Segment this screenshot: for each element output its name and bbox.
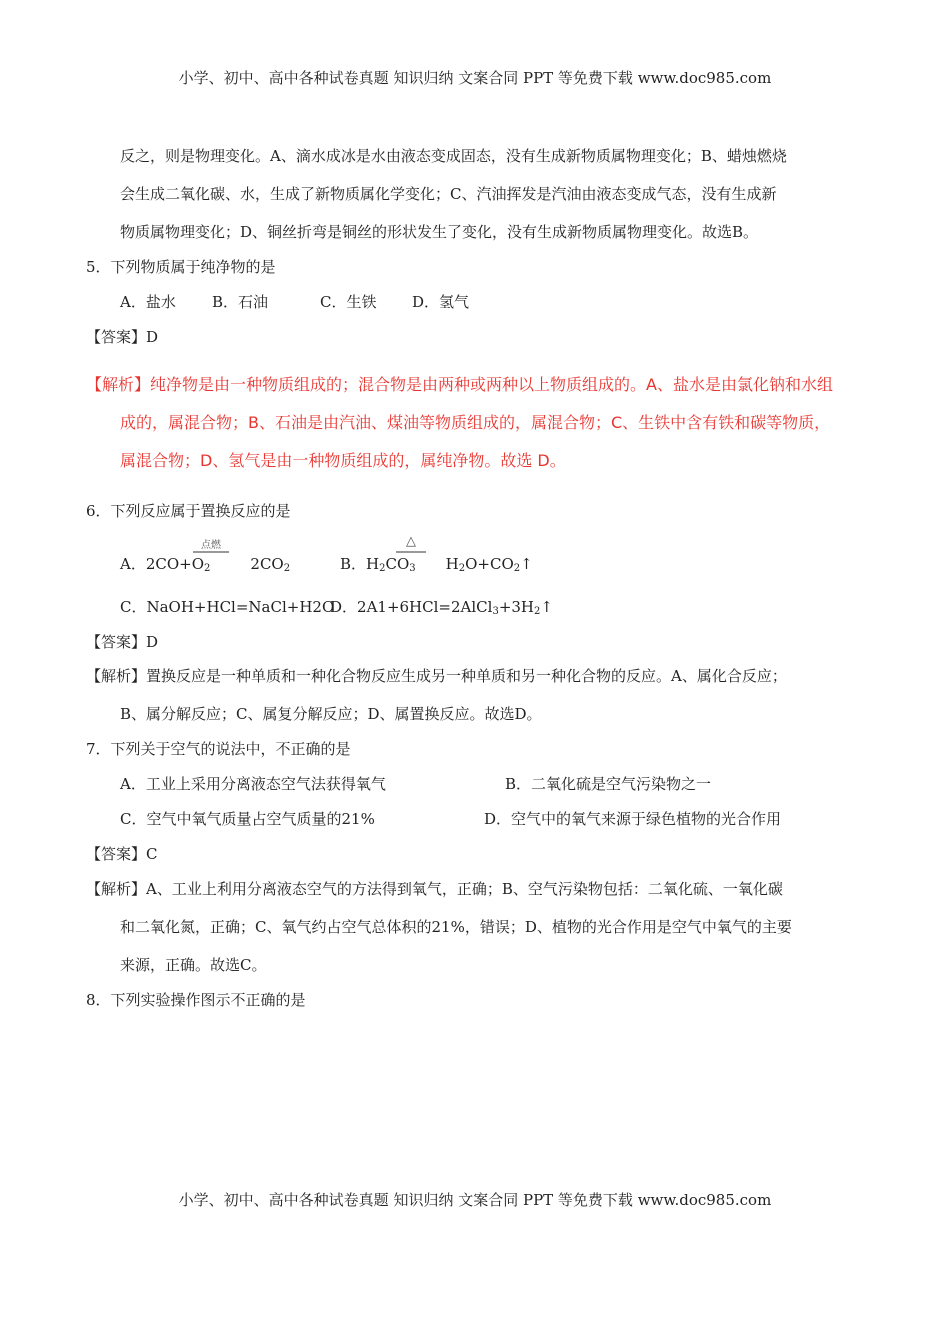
formula: O+CO (465, 555, 514, 573)
q6-option-d (330, 597, 553, 622)
option-label: B． (340, 555, 367, 573)
gas-arrow-icon: ↑ (520, 555, 533, 573)
q7-explanation-line: 来源，正确。故选C。 (120, 956, 267, 974)
page-header: 小学、初中、高中各种试卷真题 知识归纳 文案合同 PPT 等免费下载 www.doc985.com (178, 69, 772, 87)
q5-option-c: C．生铁 (320, 293, 377, 311)
condition-ignite: 点燃 (201, 540, 221, 551)
q6-option-c: C．NaOH+HCl=NaCl+H2O (120, 598, 335, 616)
subscript: 2 (458, 563, 466, 574)
q7-answer: 【答案】C (86, 845, 158, 863)
formula: H (445, 555, 459, 573)
q5-explanation-line: 属混合物；D、氢气是由一种物质组成的，属纯净物。故选 D。 (120, 451, 566, 470)
q5-option-b: B．石油 (212, 293, 269, 311)
q7-stem: 7．下列关于空气的说法中，不正确的是 (86, 740, 351, 758)
q4-explanation-line: 反之，则是物理变化。A、滴水成冰是水由液态变成固态，没有生成新物质属物理变化；B、蜡烛燃烧 (120, 147, 787, 165)
q6-explanation-line: 【解析】置换反应是一种单质和一种化合物反应生成另一种单质和另一种化合物的反应。A、属化合反应； (86, 667, 787, 685)
products: 2CO (250, 555, 284, 573)
q7-explanation-line: 和二氧化氮，正确；C、氧气约占空气总体积的21%，错误；D、植物的光合作用是空气中氧气的主要 (120, 918, 792, 936)
q5-option-d: D．氢气 (412, 293, 470, 311)
subscript: 3 (409, 563, 416, 574)
q5-explanation-line: 成的，属混合物；B、石油是由汽油、煤油等物质组成的，属混合物；C、生铁中含有铁和碳等物质， (120, 413, 831, 432)
q5-stem: 5．下列物质属于纯净物的是 (86, 258, 276, 276)
explanation-text: 纯净物是由一种物质组成的；混合物是由两种或两种以上物质组成的。A、盐水是由氯化钠和水组 (150, 375, 833, 394)
gas-arrow-icon: ↑ (540, 598, 553, 616)
subscript: 2 (513, 563, 521, 574)
formula: CO (385, 555, 410, 573)
q5-explanation-line (86, 375, 833, 395)
subscript: 2 (534, 606, 541, 617)
option-label: A． (120, 555, 146, 573)
subscript: 2 (283, 563, 291, 574)
q8-stem: 8．下列实验操作图示不正确的是 (86, 991, 306, 1009)
condition-heat-icon: △ (406, 534, 416, 549)
reactants: 2CO+O (145, 555, 205, 573)
subscript: 2 (379, 563, 386, 574)
q6-explanation-line: B、属分解反应；C、属复分解反应；D、属置换反应。故选D。 (120, 705, 542, 723)
formula: D．2A1+6HCl=2AlCl (330, 598, 493, 616)
formula: H (366, 555, 380, 573)
q4-explanation-line: 会生成二氧化碳、水，生成了新物质属化学变化；C、汽油挥发是汽油由液态变成气态，没有生成新 (120, 185, 777, 203)
q4-explanation-line: 物质属物理变化；D、铜丝折弯是铜丝的形状发生了变化，没有生成新物质属物理变化。故选B。 (120, 223, 759, 241)
reaction-bar (396, 551, 426, 553)
q7-option-b: B．二氧化硫是空气污染物之一 (505, 775, 712, 793)
q5-answer: 【答案】D (86, 328, 159, 346)
q7-option-d: D．空气中的氧气来源于绿色植物的光合作用 (484, 810, 782, 828)
q7-explanation-line: 【解析】A、工业上利用分离液态空气的方法得到氧气，正确；B、空气污染物包括：二氧化硫、一氧化碳 (86, 880, 783, 898)
q7-option-c: C．空气中氧气质量占空气质量的21% (120, 810, 375, 828)
q6-stem: 6．下列反应属于置换反应的是 (86, 502, 291, 520)
page-footer: 小学、初中、高中各种试卷真题 知识归纳 文案合同 PPT 等免费下载 www.doc985.com (178, 1191, 772, 1209)
q5-option-a: A．盐水 (120, 293, 176, 311)
q6-answer: 【答案】D (86, 633, 159, 651)
explanation-tag: 【解析】 (86, 375, 151, 394)
formula: +3H (498, 598, 535, 616)
q6-option-b (340, 554, 533, 579)
q7-option-a: A．工业上采用分离液态空气法获得氧气 (120, 775, 386, 793)
subscript: 2 (204, 563, 211, 574)
reaction-bar (193, 551, 229, 553)
q6-option-a (120, 554, 290, 579)
subscript: 3 (492, 606, 499, 617)
